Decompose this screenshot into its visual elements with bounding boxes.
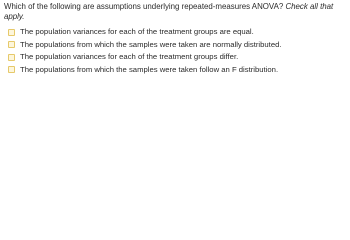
option-label[interactable]: The population variances for each of the treatment groups differ. (20, 52, 239, 62)
option-checkbox[interactable] (8, 54, 15, 61)
question-prompt-text: Which of the following are assumptions underlying repeated-measures ANOVA? (4, 2, 286, 11)
option-checkbox[interactable] (8, 29, 15, 36)
option-checkbox[interactable] (8, 41, 15, 48)
option-label[interactable]: The populations from which the samples were taken follow an F distribution. (20, 64, 279, 74)
option-label[interactable]: The populations from which the samples were taken are normally distributed. (20, 39, 282, 49)
option-checkbox[interactable] (8, 66, 15, 73)
option-label[interactable]: The population variances for each of the treatment groups are equal. (20, 27, 254, 37)
question-block (0, 0, 350, 83)
answer-options-list (4, 26, 350, 76)
question-prompt (4, 2, 334, 22)
answer-option[interactable] (8, 39, 350, 52)
answer-option[interactable] (8, 51, 350, 64)
question-instruction: Check all that apply. (4, 2, 334, 21)
answer-option[interactable] (8, 64, 350, 77)
answer-option[interactable] (8, 26, 350, 39)
